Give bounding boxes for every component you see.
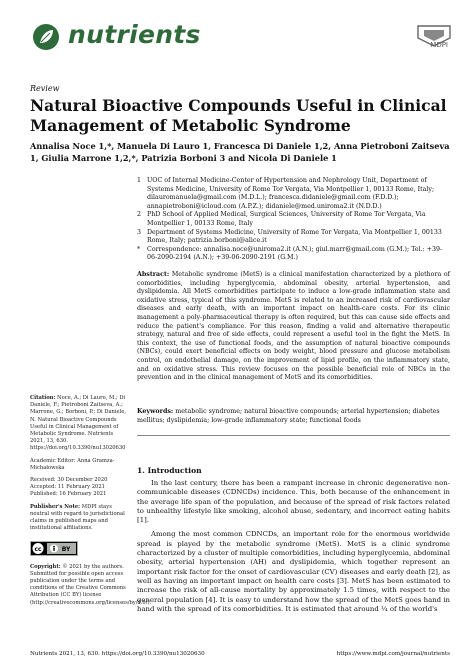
copyright-block	[30, 563, 152, 607]
affiliation-text: UOC of Internal Medicine-Center of Hypertension and Nephrology Unit, Department of Systems Medicine, University of Rome Tor Vergata, Via Montpellier 1, 00133 Rome, Italy; dilauromanuela@gmail.com (M.D.L.); francesca.didaniele@gmail.com (F.D.D.); annapietroboni@icloud.com (A.P.Z.); didaniele@med.uniroma2.it (N.D.D.)	[147, 177, 435, 210]
article-type: Review	[30, 84, 60, 93]
publisher-note	[30, 504, 128, 533]
citation-label: Citation:	[30, 395, 56, 401]
affiliation-item	[137, 246, 452, 263]
publisher-name: MDPI	[430, 41, 448, 49]
affiliations	[137, 177, 452, 263]
affiliation-mark: 3	[137, 228, 142, 236]
nutrients-leaf-logo-icon	[32, 23, 60, 51]
accepted-date: Accepted: 11 February 2021	[30, 484, 105, 491]
keywords-label: Keywords:	[137, 408, 174, 415]
footer-citation: Nutrients 2021, 13, 630. https://doi.org/10.3390/nu13020630	[30, 651, 205, 657]
copyright-label: Copyright:	[30, 563, 61, 570]
section-heading: 1. Introduction	[137, 466, 202, 475]
citation-block	[30, 395, 128, 453]
abstract	[137, 271, 450, 383]
footer-journal-link[interactable]: https://www.mdpi.com/journal/nutrients	[336, 651, 450, 657]
journal-header	[20, 10, 454, 62]
journal-name: nutrients	[68, 20, 201, 49]
correspondence-text: Correspondence: annalisa.noce@uniroma2.it (A.N.); giul.marr@gmail.com (G.M.); Tel.: +39-06-2090-2194 (A.N.); +39-06-2090-2191 (G.M.)	[147, 245, 443, 262]
affiliation-mark: *	[137, 245, 141, 253]
keywords-text: metabolic syndrome; natural bioactive compounds; arterial hypertension; diabetes mellitus; dyslipidemia; low-grade inflammatory state; functional foods	[137, 408, 440, 424]
published-date: Published: 16 February 2021	[30, 491, 107, 498]
paragraph: In the last century, there has been a rampant increase in chronic degenerative non-communicable diseases (CDNCDs) incidence. This, both because of the enhancement in the average life span of the population, and because of the spread of risk factors related to unhealthy lifestyle like smoking, alcohol abuse, sedentary, and incorrect eating habits [1].	[137, 479, 450, 525]
received-date: Received: 30 December 2020	[30, 477, 108, 484]
affiliation-text: PhD School of Applied Medical, Surgical Sciences, University of Rome Tor Vergata, Via Montpellier 1, 00133 Rome, Italy	[147, 211, 426, 227]
cc-by-license-icon	[30, 541, 78, 556]
copyright-text: © 2021 by the authors. Submitted for possible open access publication under the terms and conditions of the Creative Commons Attribution (CC BY) license (http://creativecommons.org/licenses/by/4.0/).	[30, 563, 152, 606]
keywords	[137, 408, 450, 425]
publisher-note-text: MDPI stays neutral with regard to jurisdictional claims in published maps and institutional affiliations.	[30, 503, 125, 532]
citation-text: Noce, A.; Di Lauro, M.; Di Daniele, F.; Pietroboni Zaitseva, A.; Marrone, G.; Borboni, P.; Di Daniele, N. Natural Bioactive Compounds Useful in Clinical Management of Metabolic Syndrome. Nutrients 2021, 13, 630. https://doi.org/10.3390/nu13020630	[30, 395, 127, 452]
author-list: Annalisa Noce 1,*, Manuela Di Lauro 1, Francesca Di Daniele 1,2, Anna Pietroboni Zaitseva 1, Giulia Marrone 1,2,*, Patrizia Borboni 3 and Nicola Di Daniele 1	[30, 141, 450, 163]
affiliation-item	[137, 211, 452, 228]
page-footer	[30, 651, 450, 657]
body-text	[137, 479, 450, 619]
editor: Academic Editor: Anna Gramza-Michałowska	[30, 457, 115, 471]
affiliation-item	[137, 229, 452, 246]
affiliation-text: Department of Systems Medicine, University of Rome Tor Vergata, Via Montpellier 1, 00133 Rome, Italy; patrizia.borboni@alice.it	[147, 228, 442, 245]
abstract-label: Abstract:	[137, 271, 170, 278]
article-title: Natural Bioactive Compounds Useful in Clinical Management of Metabolic Syndrome	[30, 96, 447, 135]
section-divider	[137, 435, 450, 436]
abstract-text: Metabolic syndrome (MetS) is a clinical manifestation characterized by a plethora of comorbidities, including hyperglycemia, abdominal obesity, arterial hypertension, and dyslipidemia. All MetS comorbidities participate to induce a low-grade inflammation state and oxidative stress, typical of this syndrome. MetS is related to an increased risk of cardiovascular diseases and early death, with an important impact on health-care costs. For its clinic management a poly-pharmaceutical therapy is often required, but this can cause side effects and reduce the patient's compliance. For this reason, finding a valid and alternative therapeutic strategy, natural and free of side effects, could represent a useful tool in the fight the MetS. In this context, the use of functional foods, and the assumption of natural bioactive compounds (NBCs), could exert beneficial effects on body weight, blood pressure and glucose metabolism control, on endothelial damage, on the improvement of lipid profile, on the inflammatory state, and on oxidative stress. This review focuses on the possible beneficial role of NBCs in the prevention and in the clinical management of MetS and its comorbidities.	[137, 271, 450, 382]
affiliation-item	[137, 177, 452, 211]
publisher-note-label: Publisher's Note:	[30, 503, 81, 510]
paragraph: Among the most common CDNCDs, an important role for the enormous worldwide spread is played by the metabolic syndrome (MetS). MetS is a clinic syndrome characterized by a cluster of multiple comorbidities, including hyperglycemia, abdominal obesity, arterial hypertension (AH) and dyslipidemia, which together represent an important risk factor for the onset of cardiovascular (CV) diseases and early death [2], as well as having an important impact on health care costs [3]. MetS has been estimated to increase the risk of all-cause mortality by approximately 1.5 times, with respect to the general population [4]. It is easy to understand how the spread of the MetS goes hand in hand with the spread of its comorbidities. It is estimated that around ¼ of the world's	[137, 530, 450, 613]
svg-text:BY: BY	[61, 546, 71, 554]
affiliation-mark: 2	[137, 211, 142, 219]
svg-text:cc: cc	[34, 546, 42, 554]
article-sidebar	[30, 395, 152, 612]
affiliation-mark: 1	[137, 177, 142, 184]
